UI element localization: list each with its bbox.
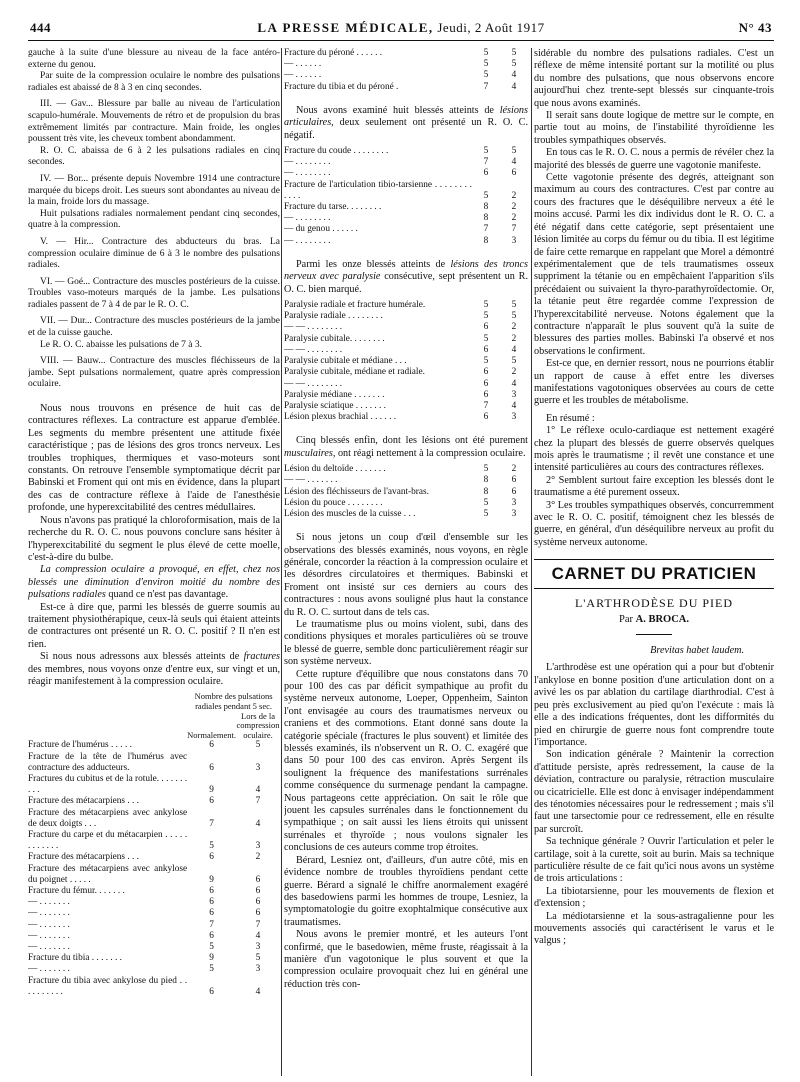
row-label: Paralysie radiale . . . . . . . . <box>284 311 383 322</box>
value-normal: 6 <box>483 344 489 355</box>
row-label: Paralysie cubitale et médiane . . . <box>284 356 407 367</box>
row-label: — . . . . . . . . <box>284 168 331 179</box>
text: , ont réagi nettement à la compression oculaire. <box>332 447 526 459</box>
value-compression: 4 <box>511 70 517 81</box>
paragraph: sidérable du nombre des pulsations radiales. C'est un réflexe de même intensité portant sur la motilité ou plus du nombre des pulsations, que nous observons encore aujourd'hui chez trente-sept blessés sur cinquante-trois que nous avons examinés. <box>534 48 774 109</box>
row-label: Fracture de la tête de l'humérus avec contracture des adducteurs. <box>28 751 188 773</box>
conclusion-item: 2° Semblent surtout faire exception les blessés dont le traumatisme a été purement osseux. <box>534 474 774 499</box>
column-rule-2 <box>531 48 532 1076</box>
value-normal: 5 <box>483 48 489 58</box>
table-row <box>28 931 280 942</box>
value-compression: 2 <box>511 213 517 224</box>
value-normal: 5 <box>209 841 214 852</box>
article-title: L'ARTHRODÈSE DU PIED <box>574 596 734 611</box>
paragraph: Cette vagotonie présente des degrés, atteignant son maximum au cours des contractures. C'est par contre au cours des fractures que le déséquilibre nerveux a été le moins accusé. Parmi les dix individus dont le R. O. C. a été négatif dans cette catégorie, sept présentaient une lésion limitée au corps du fémur ou du tibia. Il est légitime de faire cette remarque en rappelant que Morel a démontré expérimentalement que de tels traumatismes osseux suppriment la tétanie ou en empêchaient l'apparition s'ils précédaient ou suivaient la thyro-parathyroïdectomie. Or, la tétanie peut être regardée comme l'expression de l'hyperexcitabilité nerveuse. Notons également que la contracture n'apparaît le plus souvent qu'à la suite de blessures des parties molles. Babinski l'a observé et nos observations le confirment. <box>534 172 774 357</box>
value-compression: 3 <box>511 412 517 423</box>
value-compression: 4 <box>511 344 517 355</box>
table-row <box>284 356 528 367</box>
summary-heading: En résumé : <box>546 412 595 424</box>
row-label: — — . . . . . . . . <box>284 344 343 355</box>
row-label: — . . . . . . . <box>28 930 70 941</box>
value-compression: 2 <box>511 190 517 201</box>
row-label: Fracture du péroné . . . . . . <box>284 48 383 58</box>
value-compression: 7 <box>255 919 261 930</box>
table-row <box>284 401 528 412</box>
value-normal: 8 <box>483 213 489 224</box>
value-normal: 9 <box>209 874 214 885</box>
issue-number: N° 43 <box>738 20 772 35</box>
table-row <box>28 830 280 852</box>
row-label: — — . . . . . . . <box>284 475 338 486</box>
paragraph: Huit pulsations radiales normalement pendant cinq secondes, quatre à la compression. <box>28 208 280 231</box>
row-label: Fracture du carpe et du métacarpien . . . . . . . . . . . . <box>28 829 188 852</box>
value-compression: 6 <box>511 475 517 486</box>
value-normal: 6 <box>209 885 214 896</box>
value-compression: 2 <box>511 367 517 378</box>
value-normal: 7 <box>483 400 489 411</box>
row-label: Fractures du cubitus et de la rotule. . . . . . . . . . <box>28 773 188 796</box>
value-normal: 5 <box>483 333 489 344</box>
table-row <box>28 740 280 751</box>
value-normal: 5 <box>209 942 214 952</box>
value-compression: 3 <box>255 942 261 952</box>
paragraph: gauche à la suite d'une blessure au niveau de la face antéro-externe du genou. <box>28 48 280 70</box>
value-compression: 7 <box>255 796 261 807</box>
row-label: Fracture des métacarpiens avec ankylose du poignet . . . . . <box>28 863 188 885</box>
value-normal: 5 <box>483 508 489 519</box>
value-compression: 2 <box>511 333 517 344</box>
table-row <box>284 157 528 168</box>
value-compression: 3 <box>511 497 517 508</box>
value-normal: 5 <box>483 356 489 367</box>
value-normal: 6 <box>209 852 214 863</box>
table-header <box>28 692 280 711</box>
paragraph: Bérard, Lesniez ont, d'ailleurs, d'un autre côté, mis en évidence nombre de troubles thyroïdiens pendant cette guerre. Bérard a signalé le chiffre anormalement exagéré des basedowiens parmi les hommes de troupe, Lesniez, la symptomatologie du goitre exophtalmique consécutive aux traumatismes. <box>284 854 528 928</box>
table-row <box>28 774 280 796</box>
table-row <box>284 82 528 93</box>
case-observation: IV. — Bor... présente depuis Novembre 1914 une contracture marquée du biceps droit. Les sueurs sont abondantes au niveau de la main, froide lors du massage. <box>28 173 280 208</box>
value-compression: 6 <box>255 885 261 896</box>
paragraph <box>284 105 528 142</box>
table-row <box>284 59 528 70</box>
article-byline <box>534 614 774 626</box>
epigraph: Brevitas habet laudem. <box>650 645 744 657</box>
value-normal: 9 <box>209 953 214 964</box>
row-label: Fracture du fémur. . . . . . . <box>28 885 125 896</box>
value-normal: 6 <box>209 762 214 773</box>
column-header-normal: Normalement. <box>187 729 236 740</box>
text: Nous avons examiné huit blessés atteints de <box>296 104 500 116</box>
value-normal: 6 <box>483 367 489 378</box>
table-row <box>284 236 528 247</box>
row-label: — . . . . . . . <box>28 942 70 952</box>
table-row <box>28 942 280 953</box>
value-normal: 8 <box>483 235 489 246</box>
table-row <box>284 509 528 520</box>
value-normal: 5 <box>483 497 489 508</box>
value-normal: 5 <box>209 964 214 975</box>
row-label: Fracture du tibia avec ankylose du pied . . . . . . . . . . <box>28 975 188 997</box>
table-body <box>284 300 528 423</box>
value-normal: 5 <box>483 190 489 201</box>
row-label: Lésion du deltoïde . . . . . . . <box>284 464 386 475</box>
page-header <box>28 18 774 41</box>
row-label: Paralysie cubitale. . . . . . . . <box>284 333 385 344</box>
column-3 <box>534 48 774 1078</box>
value-normal: 5 <box>483 311 489 322</box>
table-row <box>284 213 528 224</box>
page-number: 444 <box>30 20 51 35</box>
text: Si nous nous adressons aux blessés atteints de <box>40 651 244 663</box>
text: Parmi les onze blessés atteints de <box>296 258 451 270</box>
text: consécutive, sept présentent un R. O. C. bien marqué. <box>284 271 528 295</box>
row-label: Lésion des muscles de la cuisse . . . <box>284 508 416 519</box>
paragraph: R. O. C. abaissa de 6 à 2 les pulsations radiales en cinq secondes. <box>28 145 280 168</box>
paragraph: Nous nous trouvons en présence de huit cas de contractures réflexes. La contracture est apparue d'emblée. Les segments du membre présentent une attitude fixée caractéristique ; pas de lésions des gros troncs nerveux. Les troubles trophiques, thermiques et vaso-moteurs sont constants. On retrouve l'ensemble symptomatique décrit par Babinski et Froment qui ont mis en évidence, dans la plupart des cas de contracture réflexe à l'aide de l'anesthésie profonde, une hyperexcitabilité des centres médullaires. <box>28 403 280 514</box>
table-row <box>284 202 528 213</box>
text: Cinq blessés enfin, dont les lésions ont été purement <box>296 435 528 447</box>
value-normal: 6 <box>483 378 489 389</box>
emphasis: lésions des troncs nerveux avec paralysie <box>284 258 528 283</box>
text: quand ce n'est pas davantage. <box>105 589 229 601</box>
table-row <box>284 390 528 401</box>
table-body <box>284 464 528 520</box>
paragraph: Sa technique générale ? Ouvrir l'articulation et peler le cartilage, soit à la curette, soit au burin. Mais sa technique particulière résulte de ce fait qu'ici nous avons un système de trois articulations : <box>534 836 774 885</box>
text: des membres, nous voyons onze d'entre eux, sur vingt et un, réagir manifestement à la compression oculaire. <box>28 663 280 687</box>
table-row <box>284 334 528 345</box>
value-compression: 4 <box>511 81 517 92</box>
articular-table <box>284 146 528 247</box>
table-row <box>284 379 528 390</box>
row-label: Paralysie radiale et fracture humérale. <box>284 300 426 311</box>
row-label: Fracture du tarse. . . . . . . . <box>284 202 382 213</box>
value-compression: 4 <box>511 157 517 168</box>
value-compression: 4 <box>511 400 517 411</box>
case-observation: III. — Gav... Blessure par balle au niveau de l'articulation scapulo-humérale. Mouvements de rétro et de propulsion du bras extrêmement limités par contracture. Main froide, les ongles poussent très vite, les cheveux tombent abondamment. <box>28 99 280 145</box>
paragraph <box>284 259 528 296</box>
text: , deux seulement ont présenté un R. O. C. négatif. <box>284 117 528 141</box>
paragraph: Est-ce à dire que, parmi les blessés de guerre soumis au traitement physiothérapique, ceux-là seuls qui étaient atteints de contractures ont présenté un R. O. C. positif ? Il n'en est rien. <box>28 601 280 650</box>
table-row <box>284 367 528 378</box>
table-body <box>284 48 528 93</box>
table-row <box>284 70 528 81</box>
table-row <box>28 953 280 964</box>
value-compression: 2 <box>511 202 517 213</box>
row-label: — . . . . . . . . <box>284 157 331 168</box>
table-row <box>284 498 528 509</box>
value-normal: 7 <box>483 224 489 235</box>
value-compression: 3 <box>511 389 517 400</box>
table-row <box>28 920 280 931</box>
paragraph: La médiotarsienne et la sous-astragalienne pour les mouvements associés qui caractérisent le varus et le valgus ; <box>534 910 774 947</box>
value-compression: 5 <box>511 300 517 311</box>
row-label: — . . . . . . . <box>28 908 70 919</box>
value-compression: 6 <box>255 874 261 885</box>
table-row <box>284 475 528 486</box>
table-row <box>284 345 528 356</box>
value-compression: 6 <box>511 168 517 179</box>
conclusion-item: 3° Les troubles sympathiques observés, concurremment avec le R. O. C. positif, témoignent chez les blessés de guerre, en général, d'un déséquilibre nerveux au profit du système nerveux autonome. <box>534 499 774 548</box>
value-normal: 6 <box>209 740 214 751</box>
table-row <box>28 796 280 807</box>
row-label: Lésion des fléchisseurs de l'avant-bras. <box>284 486 429 497</box>
paragraph <box>284 435 528 460</box>
column-2 <box>284 48 528 1078</box>
value-normal: 6 <box>483 322 489 333</box>
row-label: Fracture du coude . . . . . . . . <box>284 146 389 157</box>
value-compression: 3 <box>511 508 517 519</box>
table-body <box>28 740 280 998</box>
row-label: — . . . . . . . <box>28 919 70 930</box>
value-compression: 7 <box>511 224 517 235</box>
table-row <box>28 964 280 975</box>
value-compression: 4 <box>255 986 261 997</box>
value-normal: 5 <box>483 59 489 70</box>
journal-title: LA PRESSE MÉDICALE, <box>257 20 434 35</box>
row-label: — — . . . . . . . . <box>284 378 343 389</box>
row-label: — — . . . . . . . . <box>284 322 343 333</box>
table-row <box>28 808 280 830</box>
value-compression: 3 <box>255 762 261 773</box>
row-label: Paralysie médiane . . . . . . . <box>284 389 385 400</box>
value-normal: 9 <box>209 785 214 796</box>
table-row <box>28 752 280 774</box>
journal-title-line <box>28 20 774 36</box>
fracture-table <box>28 692 280 998</box>
value-compression: 3 <box>255 964 261 975</box>
value-compression: 5 <box>255 953 261 964</box>
row-label: — . . . . . . . <box>28 964 70 975</box>
table-row <box>284 311 528 322</box>
paragraph: En tous cas le R. O. C. nous a permis de révéler chez la majorité des blessés de guerre une vagotonie manifeste. <box>534 147 774 171</box>
value-compression: 4 <box>255 818 261 829</box>
case-observation: VIII. — Bauw... Contracture des muscles fléchisseurs de la jambe. Sept pulsations normalement, quatre après compression oculaire. <box>28 356 280 390</box>
paragraph: Nous n'avons pas pratiqué la chloroformisation, mais de la recherche du R. O. C. nous pouvons conclure sans hésiter à l'hyperexcitabilité du segment le plus élevé de cette moelle, c'est-à-dire du bulbe. <box>28 514 280 563</box>
value-compression: 6 <box>255 908 261 919</box>
emphasis: fractures <box>243 651 280 663</box>
paragraph: Il serait sans doute logique de mettre sur le compte, en partie tout au moins, de l'instabilité thyroïdienne les troubles sympathiques observés. <box>534 110 774 146</box>
byline-prefix: Par <box>618 613 633 625</box>
value-normal: 6 <box>209 796 214 807</box>
row-label: — . . . . . . <box>284 59 322 70</box>
value-compression: 4 <box>255 785 261 796</box>
row-label: — . . . . . . . . <box>284 213 331 224</box>
paragraph: Le traumatisme plus ou moins violent, subi, dans des conditions physiques et morales particulières où se trouve le blessé de guerre, semble donc particulièrement réagir sur son système nerveux. <box>284 618 528 668</box>
table-row <box>28 976 280 998</box>
value-normal: 6 <box>209 986 214 997</box>
row-label: — . . . . . . . . <box>284 235 331 246</box>
table-row <box>284 146 528 157</box>
value-normal: 7 <box>483 157 489 168</box>
table-row <box>28 897 280 908</box>
paragraph: Cette rupture d'équilibre que nous constatons dans 70 pour 100 des cas par déficit sympathique au profit du système nerveux autonome, Loeper, Oppenheim, Sainton l'ont envisagée au cours des traumatismes nerveux ou craniens et des commotions. Etant donné sans doute la catégorie spéciale (fractures le plus souvent) et limitée des blessés examinés, ils n'observent un R. O. C. exagéré que dans 50 pour 100 des cas environ. Après Sergent ils soulignent la fréquence des manifestations surrénales comme conséquence du surmenage pendant la campagne. Nous partageons cette appréciation. On sait le rôle que jouent les capsules surrénales dans le fonctionnement du sympathique ; on sait aussi les liens étroits qui unissent surrénales et thyroïde ; nous voulons signaler les conclusions de ces auteurs comme trop étroites. <box>284 668 528 854</box>
nerve-table <box>284 300 528 423</box>
table-row <box>284 322 528 333</box>
paragraph: Par suite de la compression oculaire le nombre des pulsations radiales est abaissé de 8 à 3 en cinq secondes. <box>28 71 280 93</box>
article-author: A. BROCA. <box>635 613 689 625</box>
value-compression: 2 <box>511 322 517 333</box>
value-normal: 8 <box>483 475 489 486</box>
value-normal: 6 <box>209 897 214 908</box>
row-label: Fracture du tibia . . . . . . . <box>28 953 122 964</box>
paragraph: Si nous jetons un coup d'œil d'ensemble sur les observations des blessés examinés, nous voyons, en règle générale, concorder la réaction à la compression oculaire et les désordres circulatoires et thermiques. Babinski et Froment ont insisté sur ces derniers au cours des contractures : nous avons souligné plus haut la constance du R. O. C. surtout dans de tels cas. <box>284 532 528 618</box>
value-normal: 5 <box>483 70 489 81</box>
value-normal: 6 <box>209 908 214 919</box>
section-heading: CARNET DU PRATICIEN <box>534 559 774 589</box>
row-label: — . . . . . . <box>284 70 322 81</box>
divider <box>636 634 672 635</box>
value-normal: 6 <box>483 168 489 179</box>
emphasis: La compression oculaire a provoqué, en effet, chez nos blessés une diminution d'environ moitié du nombre des pulsations radiales <box>28 564 280 601</box>
case-observation: VII. — Dur... Contracture des muscles postérieurs de la jambe et de la cuisse gauche. <box>28 316 280 339</box>
row-label: Lésion plexus brachial . . . . . . <box>284 412 397 423</box>
value-compression: 4 <box>511 378 517 389</box>
value-compression: 6 <box>255 897 261 908</box>
row-label: — . . . . . . . <box>28 897 70 908</box>
value-compression: 3 <box>511 235 517 246</box>
value-compression: 2 <box>255 852 261 863</box>
fracture-table-continued <box>284 48 528 93</box>
row-label: Fracture des métacarpiens . . . <box>28 852 139 863</box>
case-observation: V. — Hir... Contracture des abducteurs du bras. La compression oculaire diminue de 6 à 3 le nombre des pulsations radiales. <box>28 236 280 271</box>
value-normal: 6 <box>483 389 489 400</box>
table-row <box>284 300 528 311</box>
value-compression: 2 <box>511 464 517 475</box>
paragraph: Nous avons le premier montré, et les auteurs l'ont confirmé, que le basedowien, même fruste, réagissait à la manière d'un vagotonique le plus souvent et que la compression oculaire provoquait chez lui en général une réduction très con- <box>284 929 528 990</box>
row-label: Fracture des métacarpiens . . . <box>28 796 139 807</box>
table-subheader <box>28 712 280 741</box>
table-row <box>28 908 280 919</box>
value-compression: 5 <box>511 146 517 157</box>
value-compression: 3 <box>255 841 261 852</box>
paragraph: Son indication générale ? Maintenir la correction d'attitude persiste, après redressement, la cause de la déviation, contracture ou paralysie, rétraction musculaire ou cicatricielle. Elle est donc à envisager indépendamment des ténotomies nécessaires pour le redressement ; mais s'il faut une tarsectomie pour ce redressement, elle en résulte par surcroît. <box>534 749 774 835</box>
value-compression: 5 <box>511 356 517 367</box>
value-normal: 7 <box>209 818 214 829</box>
paragraph: L'arthrodèse est une opération qui a pour but d'obtenir l'ankylose en bonne position d'une articulation dont on a avivé les os par ablation du cartilage diarthrodial. C'est à peu près exclusivement au pied qu'on l'exécute : mais là elle a des indications fréquentes, dont les difformités du pied en chirurgie de guerre nous font comprendre toute l'importance. <box>534 662 774 748</box>
paragraph <box>28 651 280 688</box>
value-compression: 5 <box>511 48 517 58</box>
column-rule-1 <box>281 48 282 1076</box>
column-header-compression: Lors de la compression oculaire. <box>236 710 280 740</box>
issue-date: Jeudi, 2 Août 1917 <box>437 20 545 35</box>
paragraph: La tibiotarsienne, pour les mouvements de flexion et d'extension ; <box>534 885 774 910</box>
table-row <box>28 852 280 863</box>
table-head-title: Nombre des pulsations radiales pendant 5 sec. <box>194 691 273 711</box>
value-compression: 6 <box>511 486 517 497</box>
table-row <box>284 180 528 202</box>
value-normal: 5 <box>483 146 489 157</box>
row-label: Fracture du tibia et du péroné . <box>284 81 399 92</box>
value-normal: 7 <box>483 81 489 92</box>
table-row <box>28 886 280 897</box>
table-row <box>284 48 528 59</box>
value-normal: 5 <box>483 464 489 475</box>
row-label: — du genou . . . . . . <box>284 224 358 235</box>
row-label: Paralysie cubitale, médiane et radiale. <box>284 367 425 378</box>
row-label: Fracture de l'articulation tibio-tarsienne . . . . . . . . . . . . <box>284 179 472 201</box>
emphasis: lésions articulaires <box>284 104 528 129</box>
value-normal: 8 <box>483 486 489 497</box>
muscle-table <box>284 464 528 520</box>
value-compression: 5 <box>255 740 261 751</box>
conclusion-item: 1° Le réflexe oculo-cardiaque est nettement exagéré chez la plupart des blessés de guerre observés quelques mois après le traumatisme ; il revêt une constance et une intensité particulières au cours des contractures réflexes. <box>534 425 774 474</box>
table-row <box>28 864 280 886</box>
emphasis: musculaires <box>284 447 333 459</box>
value-normal: 7 <box>209 919 214 930</box>
row-label: Lésion du pouce . . . . . . . . <box>284 497 383 508</box>
paragraph: Est-ce que, en dernier ressort, nous ne pourrions établir un rapport de cause à effet entre les diverses manifestations vagotoniques observées au cours de cette guerre et les troubles de métabolisme. <box>534 358 774 407</box>
table-row <box>284 168 528 179</box>
case-observation: VI. — Goé... Contracture des muscles postérieurs de la cuisse. Troubles vaso-moteurs marqués de la jambe. Les pulsations radiales passent de 7 à 4 de par le R. O. C. <box>28 276 280 310</box>
row-label: Fracture de l'humérus . . . . . <box>28 740 132 751</box>
row-label: Paralysie sciatique . . . . . . . <box>284 400 386 411</box>
value-normal: 5 <box>483 300 489 311</box>
table-row <box>284 412 528 423</box>
column-1 <box>28 48 280 1078</box>
value-compression: 5 <box>511 311 517 322</box>
value-normal: 8 <box>483 202 489 213</box>
paragraph <box>28 564 280 601</box>
paragraph: Le R. O. C. abaisse les pulsations de 7 à 3. <box>40 339 203 350</box>
value-compression: 4 <box>255 930 261 941</box>
row-label: Fracture des métacarpiens avec ankylose de deux doigts . . . <box>28 807 188 829</box>
table-row <box>284 224 528 235</box>
table-row <box>284 487 528 498</box>
table-row <box>284 464 528 475</box>
value-compression: 5 <box>511 59 517 70</box>
table-body <box>284 146 528 247</box>
value-normal: 6 <box>483 412 489 423</box>
value-normal: 6 <box>209 930 214 941</box>
